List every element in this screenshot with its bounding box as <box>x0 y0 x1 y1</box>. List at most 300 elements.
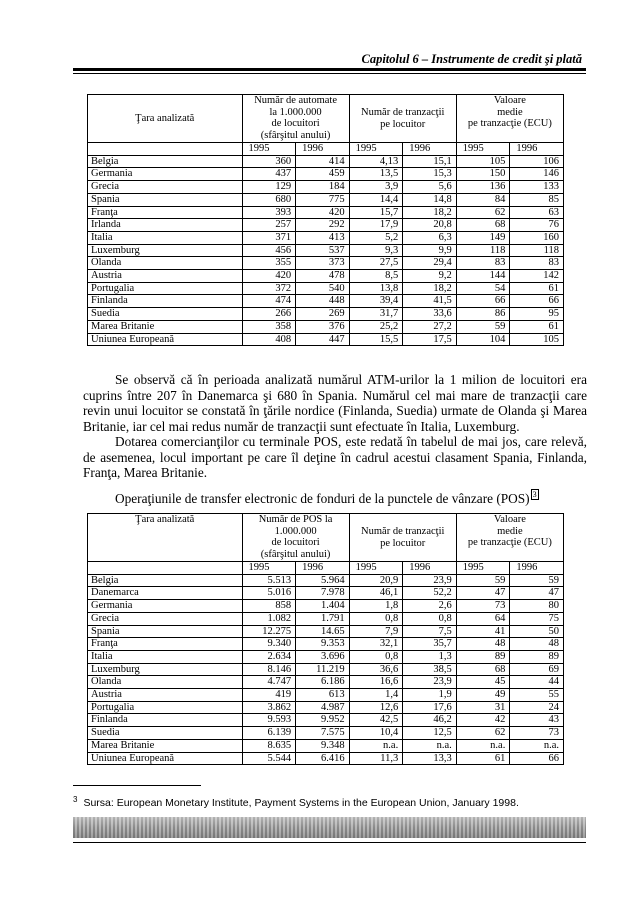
value-cell: 62 <box>456 727 510 740</box>
country-name-cell: Germania <box>88 600 243 613</box>
year-row-spacer <box>88 562 243 575</box>
value-cell: 0,8 <box>403 612 457 625</box>
year-cell: 1995 <box>349 562 403 575</box>
header-line: Număr de tranzacţii <box>361 525 445 537</box>
running-header: Capitolul 6 – Instrumente de credit şi plată <box>361 52 582 66</box>
table-row <box>88 638 564 651</box>
value-cell: 75 <box>510 612 564 625</box>
paragraph-text: Dotarea comercianţilor cu terminale POS, este redată în tabelul de mai jos, care relevă, de asemenea, locul important pe care îl deţine în cadrul acestui clasament Spania, Finlanda, Franţa, Marea Britanie. <box>83 434 587 480</box>
table-row <box>88 270 564 283</box>
header-line: 1.000.000 <box>274 525 317 537</box>
value-cell: 9.952 <box>296 714 350 727</box>
country-column-header <box>88 514 243 562</box>
value-cell: 1.082 <box>242 612 296 625</box>
footer-rule <box>73 842 586 843</box>
value-cell: 42 <box>456 714 510 727</box>
year-cell: 1996 <box>403 143 457 156</box>
value-cell: 33,6 <box>403 308 457 321</box>
header-line: Valoare <box>493 514 526 525</box>
atm-statistics-table <box>87 94 564 346</box>
header-line: Număr de tranzacţii <box>361 106 445 118</box>
value-cell: 5.513 <box>242 574 296 587</box>
value-cell: 358 <box>242 320 296 333</box>
value-cell: 14.65 <box>296 625 350 638</box>
country-header-label: Ţara analizată <box>135 112 195 124</box>
value-cell: 408 <box>242 333 296 346</box>
value-cell: 15,7 <box>349 206 403 219</box>
country-name-cell: Portugalia <box>88 701 243 714</box>
value-cell: 52,2 <box>403 587 457 600</box>
value-cell: 54 <box>456 282 510 295</box>
value-cell: 39,4 <box>349 295 403 308</box>
value-cell: 6.139 <box>242 727 296 740</box>
value-cell: 42,5 <box>349 714 403 727</box>
country-name-cell: Belgia <box>88 574 243 587</box>
value-cell: 0,8 <box>349 650 403 663</box>
country-name-cell: Spania <box>88 193 243 206</box>
value-cell: 17,6 <box>403 701 457 714</box>
value-cell: 41 <box>456 625 510 638</box>
value-cell: 85 <box>510 193 564 206</box>
value-cell: 6.416 <box>296 752 350 765</box>
value-cell: 29,4 <box>403 257 457 270</box>
value-cell: 146 <box>510 168 564 181</box>
transactions-header <box>349 95 456 143</box>
value-cell: n.a. <box>510 739 564 752</box>
value-cell: 49 <box>456 689 510 702</box>
value-cell: 7.575 <box>296 727 350 740</box>
value-cell: 36,6 <box>349 663 403 676</box>
table-row <box>88 206 564 219</box>
value-cell: 5.964 <box>296 574 350 587</box>
table-row <box>88 308 564 321</box>
value-cell: 133 <box>510 181 564 194</box>
value-cell: 775 <box>296 193 350 206</box>
table-row <box>88 752 564 765</box>
value-cell: 10,4 <box>349 727 403 740</box>
country-name-cell: Olanda <box>88 257 243 270</box>
country-header-label: Ţara analizată <box>135 514 195 525</box>
pos-statistics-table <box>87 513 564 765</box>
value-cell: 43 <box>510 714 564 727</box>
country-name-cell: Irlanda <box>88 219 243 232</box>
value-cell: 48 <box>456 638 510 651</box>
country-name-cell: Uniunea Europeană <box>88 752 243 765</box>
value-cell: 1,8 <box>349 600 403 613</box>
value-cell: 73 <box>456 600 510 613</box>
table-row <box>88 689 564 702</box>
paragraph-pos-analysis <box>83 434 587 481</box>
value-cell: 9,9 <box>403 244 457 257</box>
country-name-cell: Uniunea Europeană <box>88 333 243 346</box>
value-cell: 136 <box>456 181 510 194</box>
table-row <box>88 739 564 752</box>
value-cell: 89 <box>510 650 564 663</box>
value-cell: 35,7 <box>403 638 457 651</box>
country-name-cell: Italia <box>88 231 243 244</box>
value-cell: 9.348 <box>296 739 350 752</box>
value-cell: 420 <box>242 270 296 283</box>
value-cell: 2,6 <box>403 600 457 613</box>
value-cell: 14,8 <box>403 193 457 206</box>
table-row <box>88 587 564 600</box>
value-cell: 5.016 <box>242 587 296 600</box>
value-cell: 59 <box>456 320 510 333</box>
country-name-cell: Suedia <box>88 727 243 740</box>
value-cell: 118 <box>510 244 564 257</box>
value-cell: 104 <box>456 333 510 346</box>
value-cell: 80 <box>510 600 564 613</box>
value-cell: 59 <box>456 574 510 587</box>
value-cell: 20,9 <box>349 574 403 587</box>
value-cell: 2.634 <box>242 650 296 663</box>
value-cell: 32,1 <box>349 638 403 651</box>
value-cell: 437 <box>242 168 296 181</box>
value-cell: 17,5 <box>403 333 457 346</box>
country-name-cell: Grecia <box>88 181 243 194</box>
header-line: pe tranzacţie (ECU) <box>467 537 552 549</box>
atm-count-header <box>242 95 349 143</box>
value-cell: 184 <box>296 181 350 194</box>
value-cell: 160 <box>510 231 564 244</box>
table-row <box>88 219 564 232</box>
value-cell: 45 <box>456 676 510 689</box>
value-cell: 680 <box>242 193 296 206</box>
country-name-cell: Belgia <box>88 155 243 168</box>
table-row <box>88 155 564 168</box>
value-cell: 5.544 <box>242 752 296 765</box>
value-cell: 25,2 <box>349 320 403 333</box>
year-cell: 1996 <box>296 562 350 575</box>
value-cell: 66 <box>510 295 564 308</box>
value-cell: 1,4 <box>349 689 403 702</box>
value-cell: 8.146 <box>242 663 296 676</box>
header-line: pe locuitor <box>380 118 426 130</box>
value-cell: 149 <box>456 231 510 244</box>
header-line: (sfârşitul anului) <box>260 549 331 561</box>
value-cell: 3.862 <box>242 701 296 714</box>
value-cell: 9.353 <box>296 638 350 651</box>
header-line: medie <box>497 106 523 118</box>
average-value-header <box>456 514 563 562</box>
table-row <box>88 333 564 346</box>
country-name-cell: Germania <box>88 168 243 181</box>
header-line: de locuitori <box>271 118 320 130</box>
value-cell: 24 <box>510 701 564 714</box>
value-cell: 478 <box>296 270 350 283</box>
table-header-row <box>88 95 564 143</box>
value-cell: 292 <box>296 219 350 232</box>
caption-text: Operaţiunile de transfer electronic de fonduri de la punctele de vânzare (POS) <box>115 491 530 506</box>
table-body <box>88 574 564 765</box>
table-row <box>88 231 564 244</box>
value-cell: 1,3 <box>403 650 457 663</box>
year-cell: 1995 <box>349 143 403 156</box>
value-cell: 46,2 <box>403 714 457 727</box>
header-line: Număr de POS la <box>258 514 333 525</box>
value-cell: 23,9 <box>403 574 457 587</box>
value-cell: 15,3 <box>403 168 457 181</box>
footnote <box>73 795 519 809</box>
value-cell: 4.747 <box>242 676 296 689</box>
country-column-header <box>88 95 243 143</box>
year-cell: 1995 <box>456 562 510 575</box>
value-cell: 7,9 <box>349 625 403 638</box>
value-cell: 459 <box>296 168 350 181</box>
value-cell: 474 <box>242 295 296 308</box>
header-line: pe tranzacţie (ECU) <box>467 118 552 130</box>
value-cell: 95 <box>510 308 564 321</box>
value-cell: 613 <box>296 689 350 702</box>
value-cell: 18,2 <box>403 282 457 295</box>
footnote-number: 3 <box>73 795 78 804</box>
value-cell: 55 <box>510 689 564 702</box>
header-rule-thin <box>73 73 586 74</box>
country-name-cell: Finlanda <box>88 295 243 308</box>
paragraph-text: Se observă că în perioada analizată numărul ATM-urilor la 1 milion de locuitori era cuprins între 207 în Danemarca şi 680 în Spania. Numărul cel mai mare de tranzacţii care revin unui locuitor se constată în ţările nordice (Finlanda, Suedia) urmate de Olanda şi Marea Britanie, iar cel mai redus număr de tranzacţii sunt efectuate în Italia, Luxemburg. <box>83 372 587 434</box>
header-line: Număr de automate <box>254 95 337 106</box>
table-row <box>88 650 564 663</box>
value-cell: 48 <box>510 638 564 651</box>
header-line: la 1.000.000 <box>269 106 322 118</box>
value-cell: 83 <box>456 257 510 270</box>
table-row <box>88 320 564 333</box>
value-cell: 69 <box>510 663 564 676</box>
year-cell: 1995 <box>242 143 296 156</box>
table-row <box>88 257 564 270</box>
table-row <box>88 727 564 740</box>
value-cell: 858 <box>242 600 296 613</box>
value-cell: 31,7 <box>349 308 403 321</box>
table-row <box>88 244 564 257</box>
footnote-reference[interactable]: 3 <box>532 490 537 499</box>
value-cell: 14,4 <box>349 193 403 206</box>
value-cell: 5,2 <box>349 231 403 244</box>
country-name-cell: Austria <box>88 270 243 283</box>
country-name-cell: Franţa <box>88 638 243 651</box>
value-cell: 68 <box>456 663 510 676</box>
value-cell: 84 <box>456 193 510 206</box>
value-cell: 5,6 <box>403 181 457 194</box>
value-cell: 376 <box>296 320 350 333</box>
average-value-header <box>456 95 563 143</box>
value-cell: 105 <box>456 155 510 168</box>
header-line: Valoare <box>493 95 526 106</box>
value-cell: 8,5 <box>349 270 403 283</box>
value-cell: 17,9 <box>349 219 403 232</box>
pos-count-header <box>242 514 349 562</box>
value-cell: 3.696 <box>296 650 350 663</box>
value-cell: 38,5 <box>403 663 457 676</box>
year-cell: 1995 <box>456 143 510 156</box>
value-cell: 373 <box>296 257 350 270</box>
value-cell: 118 <box>456 244 510 257</box>
table-row <box>88 193 564 206</box>
value-cell: 83 <box>510 257 564 270</box>
value-cell: 15,5 <box>349 333 403 346</box>
value-cell: 12.275 <box>242 625 296 638</box>
country-name-cell: Suedia <box>88 308 243 321</box>
year-cell: 1996 <box>403 562 457 575</box>
table2-caption <box>115 489 539 507</box>
value-cell: 3,9 <box>349 181 403 194</box>
header-line: pe locuitor <box>380 537 426 549</box>
table-row <box>88 181 564 194</box>
paragraph-atm-analysis <box>83 372 587 434</box>
value-cell: 23,9 <box>403 676 457 689</box>
country-name-cell: Danemarca <box>88 587 243 600</box>
value-cell: 4,13 <box>349 155 403 168</box>
value-cell: 448 <box>296 295 350 308</box>
value-cell: 6,3 <box>403 231 457 244</box>
value-cell: 31 <box>456 701 510 714</box>
year-header-row <box>88 562 564 575</box>
country-name-cell: Franţa <box>88 206 243 219</box>
value-cell: 76 <box>510 219 564 232</box>
value-cell: 257 <box>242 219 296 232</box>
value-cell: 61 <box>510 282 564 295</box>
value-cell: 1.404 <box>296 600 350 613</box>
value-cell: 9.340 <box>242 638 296 651</box>
value-cell: 8.635 <box>242 739 296 752</box>
value-cell: 9,2 <box>403 270 457 283</box>
value-cell: 414 <box>296 155 350 168</box>
value-cell: 393 <box>242 206 296 219</box>
value-cell: 64 <box>456 612 510 625</box>
value-cell: 59 <box>510 574 564 587</box>
value-cell: 66 <box>510 752 564 765</box>
value-cell: 447 <box>296 333 350 346</box>
country-name-cell: Portugalia <box>88 282 243 295</box>
value-cell: 413 <box>296 231 350 244</box>
table-row <box>88 600 564 613</box>
country-name-cell: Finlanda <box>88 714 243 727</box>
header-rule <box>73 68 586 71</box>
value-cell: 7,5 <box>403 625 457 638</box>
year-cell: 1996 <box>510 562 564 575</box>
value-cell: 13,3 <box>403 752 457 765</box>
footnote-text: Sursa: European Monetary Institute, Payment Systems in the European Union, January 1998. <box>83 797 519 809</box>
value-cell: 12,6 <box>349 701 403 714</box>
country-name-cell: Luxemburg <box>88 244 243 257</box>
value-cell: 15,1 <box>403 155 457 168</box>
value-cell: 269 <box>296 308 350 321</box>
value-cell: 27,2 <box>403 320 457 333</box>
table-body <box>88 155 564 346</box>
value-cell: 27,5 <box>349 257 403 270</box>
value-cell: 46,1 <box>349 587 403 600</box>
value-cell: 420 <box>296 206 350 219</box>
value-cell: 537 <box>296 244 350 257</box>
country-name-cell: Olanda <box>88 676 243 689</box>
value-cell: 44 <box>510 676 564 689</box>
value-cell: 266 <box>242 308 296 321</box>
table-row <box>88 574 564 587</box>
value-cell: 16,6 <box>349 676 403 689</box>
table-header-row <box>88 514 564 562</box>
value-cell: 9,3 <box>349 244 403 257</box>
value-cell: 18,2 <box>403 206 457 219</box>
header-line: (sfârşitul anului) <box>260 130 331 142</box>
value-cell: n.a. <box>456 739 510 752</box>
value-cell: 142 <box>510 270 564 283</box>
value-cell: 63 <box>510 206 564 219</box>
value-cell: 150 <box>456 168 510 181</box>
table-row <box>88 701 564 714</box>
value-cell: 456 <box>242 244 296 257</box>
country-name-cell: Grecia <box>88 612 243 625</box>
value-cell: 11.219 <box>296 663 350 676</box>
year-row-spacer <box>88 143 243 156</box>
value-cell: n.a. <box>403 739 457 752</box>
table-row <box>88 168 564 181</box>
value-cell: 66 <box>456 295 510 308</box>
value-cell: 1,9 <box>403 689 457 702</box>
table-row <box>88 663 564 676</box>
value-cell: 20,8 <box>403 219 457 232</box>
value-cell: 61 <box>456 752 510 765</box>
footnote-rule <box>73 785 201 786</box>
value-cell: 41,5 <box>403 295 457 308</box>
value-cell: 4.987 <box>296 701 350 714</box>
footer-band-shade <box>73 817 586 838</box>
value-cell: 89 <box>456 650 510 663</box>
value-cell: 68 <box>456 219 510 232</box>
value-cell: 360 <box>242 155 296 168</box>
value-cell: 47 <box>456 587 510 600</box>
table-row <box>88 282 564 295</box>
value-cell: 372 <box>242 282 296 295</box>
value-cell: 12,5 <box>403 727 457 740</box>
country-name-cell: Austria <box>88 689 243 702</box>
year-cell: 1996 <box>510 143 564 156</box>
value-cell: 371 <box>242 231 296 244</box>
country-name-cell: Luxemburg <box>88 663 243 676</box>
value-cell: 11,3 <box>349 752 403 765</box>
value-cell: 0,8 <box>349 612 403 625</box>
country-name-cell: Italia <box>88 650 243 663</box>
value-cell: n.a. <box>349 739 403 752</box>
value-cell: 540 <box>296 282 350 295</box>
value-cell: 355 <box>242 257 296 270</box>
value-cell: 1.791 <box>296 612 350 625</box>
table-row <box>88 625 564 638</box>
value-cell: 106 <box>510 155 564 168</box>
value-cell: 105 <box>510 333 564 346</box>
value-cell: 7.978 <box>296 587 350 600</box>
value-cell: 73 <box>510 727 564 740</box>
country-name-cell: Spania <box>88 625 243 638</box>
value-cell: 62 <box>456 206 510 219</box>
value-cell: 144 <box>456 270 510 283</box>
header-line: medie <box>497 525 523 537</box>
country-name-cell: Marea Britanie <box>88 739 243 752</box>
value-cell: 6.186 <box>296 676 350 689</box>
header-line: de locuitori <box>271 537 320 549</box>
value-cell: 47 <box>510 587 564 600</box>
value-cell: 419 <box>242 689 296 702</box>
value-cell: 13,5 <box>349 168 403 181</box>
table-row <box>88 612 564 625</box>
value-cell: 13,8 <box>349 282 403 295</box>
year-cell: 1996 <box>296 143 350 156</box>
year-cell: 1995 <box>242 562 296 575</box>
transactions-header <box>349 514 456 562</box>
table-row <box>88 714 564 727</box>
value-cell: 50 <box>510 625 564 638</box>
value-cell: 86 <box>456 308 510 321</box>
table-row <box>88 295 564 308</box>
